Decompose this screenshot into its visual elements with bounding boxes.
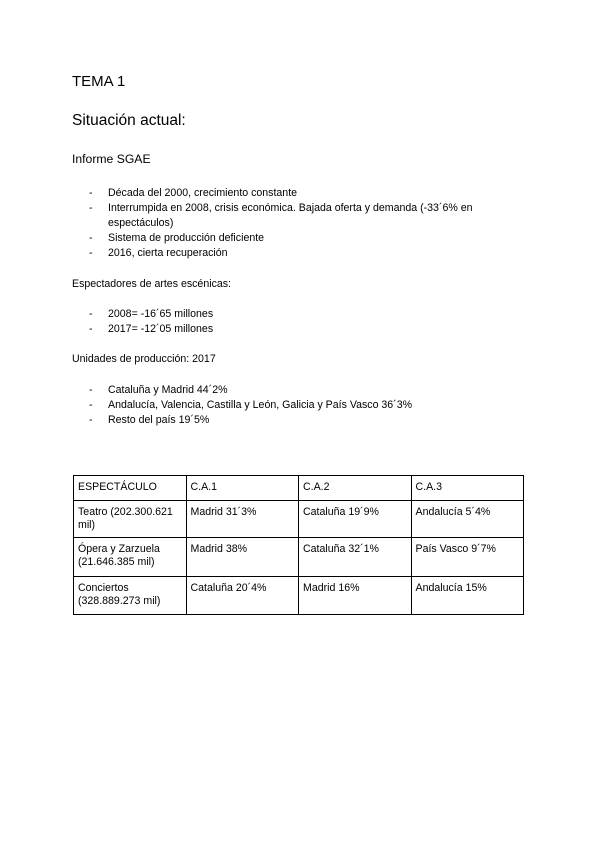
production-list — [72, 383, 512, 428]
table-cell: Teatro (202.300.621 mil) — [74, 501, 187, 538]
section-subtitle: Situación actual: — [72, 112, 186, 129]
table-cell: Conciertos (328.889.273 mil) — [74, 577, 187, 615]
list-item: - 2016, cierta recuperación — [72, 246, 512, 261]
table-header-row — [74, 476, 524, 501]
table-cell: Cataluña 19´9% — [299, 501, 412, 538]
table-row — [74, 577, 524, 615]
table-cell: País Vasco 9´7% — [411, 538, 524, 577]
table-cell: Cataluña 32´1% — [299, 538, 412, 577]
list-item: - Andalucía, Valencia, Castilla y León, Galicia y País Vasco 36´3% — [72, 398, 512, 413]
list-item: - Resto del país 19´5% — [72, 413, 512, 428]
list-item: - Cataluña y Madrid 44´2% — [72, 383, 512, 398]
spectators-list — [72, 307, 512, 337]
list-item: - Década del 2000, crecimiento constante — [72, 186, 512, 201]
table-row — [74, 501, 524, 538]
header-cell: C.A.2 — [299, 476, 412, 501]
list-item: - Sistema de producción deficiente — [72, 231, 512, 246]
header-cell: ESPECTÁCULO — [74, 476, 187, 501]
report-heading: Informe SGAE — [72, 152, 151, 166]
document-title: TEMA 1 — [72, 73, 126, 90]
table-cell: Ópera y Zarzuela (21.646.385 mil) — [74, 538, 187, 577]
table-cell: Andalucía 5´4% — [411, 501, 524, 538]
production-heading: Unidades de producción: 2017 — [72, 353, 216, 365]
table-cell: Cataluña 20´4% — [186, 577, 299, 615]
table-cell: Andalucía 15% — [411, 577, 524, 615]
list-item: - 2017= -12´05 millones — [72, 322, 512, 337]
table-cell: Madrid 38% — [186, 538, 299, 577]
data-table — [73, 475, 524, 615]
list-item: - Interrumpida en 2008, crisis económica. Bajada oferta y demanda (-33´6% en espectáculos) — [72, 201, 512, 231]
table-row — [74, 538, 524, 577]
table-cell: Madrid 31´3% — [186, 501, 299, 538]
header-cell: C.A.1 — [186, 476, 299, 501]
header-cell: C.A.3 — [411, 476, 524, 501]
table-cell: Madrid 16% — [299, 577, 412, 615]
report-list — [72, 186, 512, 261]
spectators-heading: Espectadores de artes escénicas: — [72, 278, 231, 290]
list-item: - 2008= -16´65 millones — [72, 307, 512, 322]
